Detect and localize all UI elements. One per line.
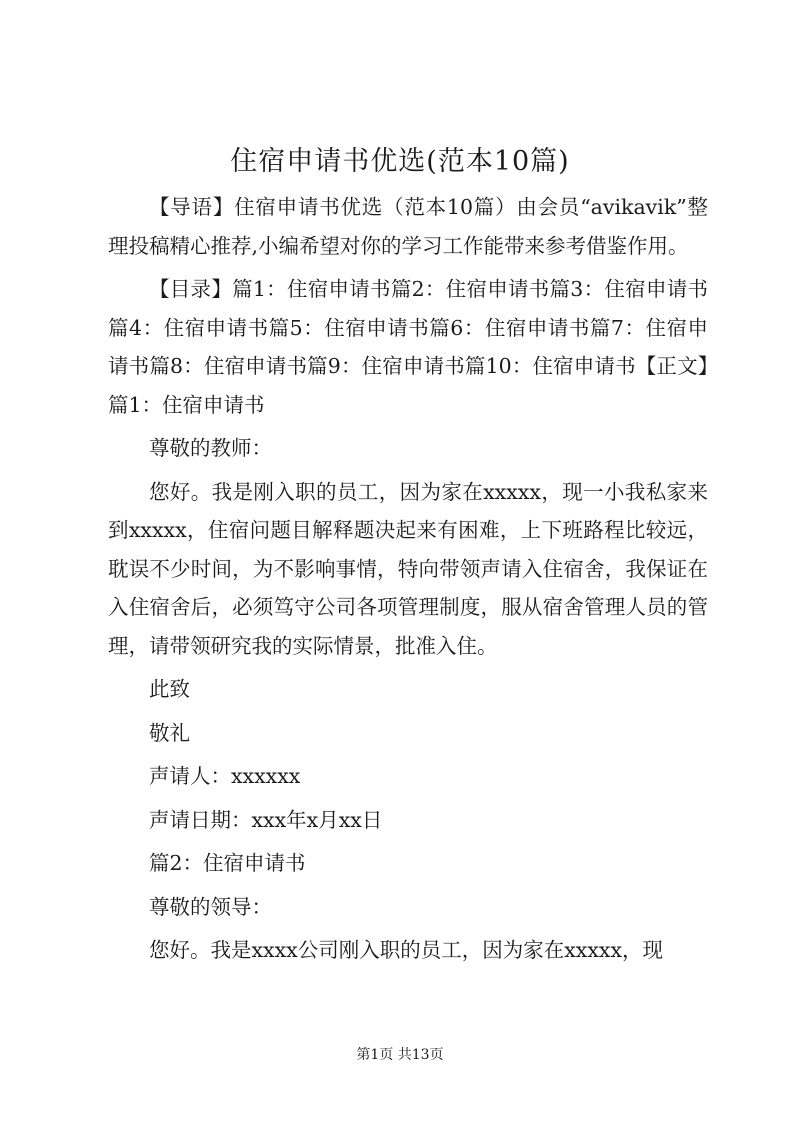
document-body xyxy=(108,188,708,970)
salutation-line: 尊敬的教师： xyxy=(149,436,272,460)
section-heading: 篇2：住宿申请书 xyxy=(149,851,306,875)
date-line: 声请日期：xxx年x月xx日 xyxy=(149,807,383,832)
toc-paragraph: 【目录】篇1：住宿申请书篇2：住宿申请书篇3：住宿申请书篇4：住宿申请书篇5：住宿申请书篇6：住宿申请书篇7：住宿申请书篇8：住宿申请书篇9：住宿申请书篇10：住宿申请书【正文】篇1：住宿申请书 xyxy=(108,277,708,417)
letter-body-paragraph: 您好。我是刚入职的员工，因为家在xxxxx，现一小我私家来到xxxxx，住宿问题目解释题决起来有困难，上下班路程比较远，耽误不少时间，为不影响事情，特向带领声请入住宿舍，我保证在入住宿舍后，必须笃守公司各项管理制度，服从宿舍管理人员的管理，请带领研究我的实际情景，批准入住。 xyxy=(108,479,708,658)
regards-line: 敬礼 xyxy=(149,720,190,745)
document-title: 住宿申请书优选(范本10篇) xyxy=(230,146,570,177)
closing-line: 此致 xyxy=(149,677,190,701)
intro-paragraph: 【导语】住宿申请书优选（范本10篇）由会员“avikavik”整理投稿精心推荐,小编希望对你的学习工作能带来参考借鉴作用。 xyxy=(108,195,708,258)
page-number-footer: 第1页 共13页 xyxy=(356,1047,444,1063)
letter-body-paragraph: 您好。我是xxxx公司刚入职的员工，因为家在xxxxx，现 xyxy=(149,938,664,962)
salutation-line: 尊敬的领导： xyxy=(149,894,272,919)
applicant-line: 声请人：xxxxxx xyxy=(149,764,301,788)
